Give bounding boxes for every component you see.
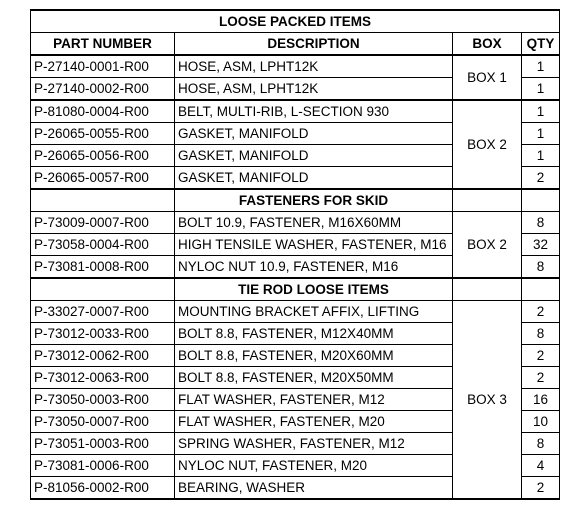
quantity: 1 bbox=[522, 78, 560, 101]
table-title: LOOSE PACKED ITEMS bbox=[31, 10, 560, 33]
header-description: DESCRIPTION bbox=[175, 33, 453, 56]
header-box: BOX bbox=[453, 33, 522, 56]
section-title-fasteners: FASTENERS FOR SKID bbox=[175, 189, 453, 212]
part-number: P-81080-0004-R00 bbox=[31, 100, 175, 123]
part-number: P-81056-0002-R00 bbox=[31, 477, 175, 500]
description: BOLT 10.9, FASTENER, M16X60MM bbox=[175, 212, 453, 234]
part-number: P-73051-0003-R00 bbox=[31, 433, 175, 455]
quantity: 8 bbox=[522, 256, 560, 279]
part-number: P-73012-0062-R00 bbox=[31, 345, 175, 367]
part-number: P-27140-0001-R00 bbox=[31, 55, 175, 78]
description: MOUNTING BRACKET AFFIX, LIFTING bbox=[175, 301, 453, 323]
quantity: 2 bbox=[522, 167, 560, 190]
description: BEARING, WASHER bbox=[175, 477, 453, 500]
quantity: 8 bbox=[522, 212, 560, 234]
quantity: 8 bbox=[522, 433, 560, 455]
part-number: P-73081-0006-R00 bbox=[31, 455, 175, 477]
description: BELT, MULTI-RIB, L-SECTION 930 bbox=[175, 100, 453, 123]
quantity: 2 bbox=[522, 477, 560, 500]
section-title-tie-rod: TIE ROD LOOSE ITEMS bbox=[175, 278, 453, 301]
part-number: P-73012-0063-R00 bbox=[31, 367, 175, 389]
description: GASKET, MANIFOLD bbox=[175, 167, 453, 190]
section-header-row bbox=[31, 278, 560, 301]
description: BOLT 8.8, FASTENER, M20X60MM bbox=[175, 345, 453, 367]
part-number: P-73081-0008-R00 bbox=[31, 256, 175, 279]
part-number: P-26065-0055-R00 bbox=[31, 123, 175, 145]
part-number: P-73012-0033-R00 bbox=[31, 323, 175, 345]
quantity: 10 bbox=[522, 411, 560, 433]
description: GASKET, MANIFOLD bbox=[175, 145, 453, 167]
description: BOLT 8.8, FASTENER, M12X40MM bbox=[175, 323, 453, 345]
description: SPRING WASHER, FASTENER, M12 bbox=[175, 433, 453, 455]
box-label: BOX 3 bbox=[453, 301, 522, 500]
box-label: BOX 2 bbox=[453, 212, 522, 279]
description: HOSE, ASM, LPHT12K bbox=[175, 78, 453, 101]
table-row bbox=[31, 301, 560, 323]
header-part-number: PART NUMBER bbox=[31, 33, 175, 56]
box-label: BOX 1 bbox=[453, 55, 522, 100]
loose-packed-items-table bbox=[30, 9, 560, 500]
part-number: P-73058-0004-R00 bbox=[31, 234, 175, 256]
part-number: P-33027-0007-R00 bbox=[31, 301, 175, 323]
quantity: 32 bbox=[522, 234, 560, 256]
part-number: P-27140-0002-R00 bbox=[31, 78, 175, 101]
description: HIGH TENSILE WASHER, FASTENER, M16 bbox=[175, 234, 453, 256]
quantity: 8 bbox=[522, 323, 560, 345]
table-row bbox=[31, 212, 560, 234]
section-header-row bbox=[31, 189, 560, 212]
part-number: P-73050-0003-R00 bbox=[31, 389, 175, 411]
table-row bbox=[31, 100, 560, 123]
description: HOSE, ASM, LPHT12K bbox=[175, 55, 453, 78]
quantity: 2 bbox=[522, 345, 560, 367]
header-qty: QTY bbox=[522, 33, 560, 56]
quantity: 2 bbox=[522, 301, 560, 323]
description: FLAT WASHER, FASTENER, M12 bbox=[175, 389, 453, 411]
box-label: BOX 2 bbox=[453, 100, 522, 189]
quantity: 1 bbox=[522, 123, 560, 145]
description: GASKET, MANIFOLD bbox=[175, 123, 453, 145]
description: FLAT WASHER, FASTENER, M20 bbox=[175, 411, 453, 433]
part-number: P-73009-0007-R00 bbox=[31, 212, 175, 234]
table-row bbox=[31, 55, 560, 78]
quantity: 1 bbox=[522, 55, 560, 78]
part-number: P-26065-0057-R00 bbox=[31, 167, 175, 190]
part-number: P-26065-0056-R00 bbox=[31, 145, 175, 167]
quantity: 1 bbox=[522, 100, 560, 123]
quantity: 4 bbox=[522, 455, 560, 477]
description: NYLOC NUT, FASTENER, M20 bbox=[175, 455, 453, 477]
quantity: 16 bbox=[522, 389, 560, 411]
quantity: 1 bbox=[522, 145, 560, 167]
description: BOLT 8.8, FASTENER, M20X50MM bbox=[175, 367, 453, 389]
quantity: 2 bbox=[522, 367, 560, 389]
description: NYLOC NUT 10.9, FASTENER, M16 bbox=[175, 256, 453, 279]
part-number: P-73050-0007-R00 bbox=[31, 411, 175, 433]
